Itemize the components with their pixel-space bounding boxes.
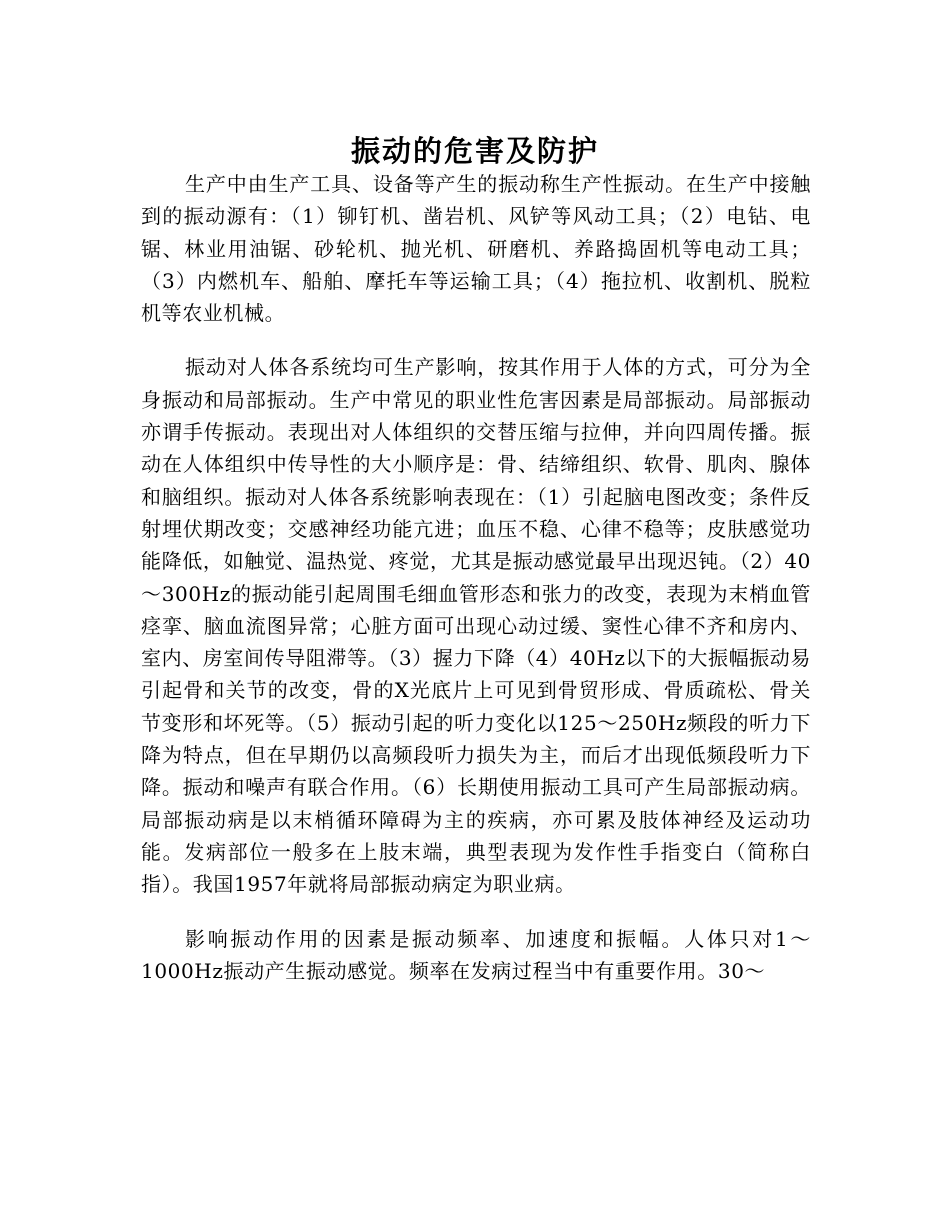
paragraph-influencing-factors: 影响振动作用的因素是振动频率、加速度和振幅。人体只对1～1000Hz振动产生振动感觉。频率在发病过程当中有重要作用。30～	[141, 926, 811, 983]
paragraph-vibration-sources: 生产中由生产工具、设备等产生的振动称生产性振动。在生产中接触到的振动源有：（1）铆钉机、凿岩机、风铲等风动工具；（2）电钻、电锯、林业用油锯、砂轮机、抛光机、研磨机、养路捣固机等电动工具；（3）内燃机车、船舶、摩托车等运输工具；（4）拖拉机、收割机、脱粒机等农业机械。	[141, 172, 811, 326]
paragraph-health-effects: 振动对人体各系统均可生产影响，按其作用于人体的方式，可分为全身振动和局部振动。生产中常见的职业性危害因素是局部振动。局部振动亦谓手传振动。表现出对人体组织的交替压缩与拉伸，并向四周传播。振动在人体组织中传导性的大小顺序是：骨、结缔组织、软骨、肌肉、腺体和脑组织。振动对人体各系统影响表现在：（1）引起脑电图改变；条件反射埋伏期改变；交感神经功能亢进；血压不稳、心律不稳等；皮肤感觉功能降低，如触觉、温热觉、疼觉，尤其是振动感觉最早出现迟钝。（2）40～300Hz的振动能引起周围毛细血管形态和张力的改变，表现为末梢血管痉挛、脑血流图异常；心脏方面可出现心动过缓、窦性心律不齐和房内、室内、房室间传导阻滞等。（3）握力下降（4）40Hz以下的大振幅振动易引起骨和关节的改变，骨的X光底片上可见到骨贸形成、骨质疏松、骨关节变形和坏死等。（5）振动引起的听力变化以125～250Hz频段的听力下降为特点，但在早期仍以高频段听力损失为主，而后才出现低频段听力下降。振动和噪声有联合作用。（6）长期使用振动工具可产生局部振动病。局部振动病是以末梢循环障碍为主的疾病，亦可累及肢体神经及运动功能。发病部位一般多在上肢末端，典型表现为发作性手指变白（简称白指）。我国1957年就将局部振动病定为职业病。	[141, 355, 811, 897]
document-body	[141, 168, 811, 987]
document-title: 振动的危害及防护	[350, 134, 599, 169]
